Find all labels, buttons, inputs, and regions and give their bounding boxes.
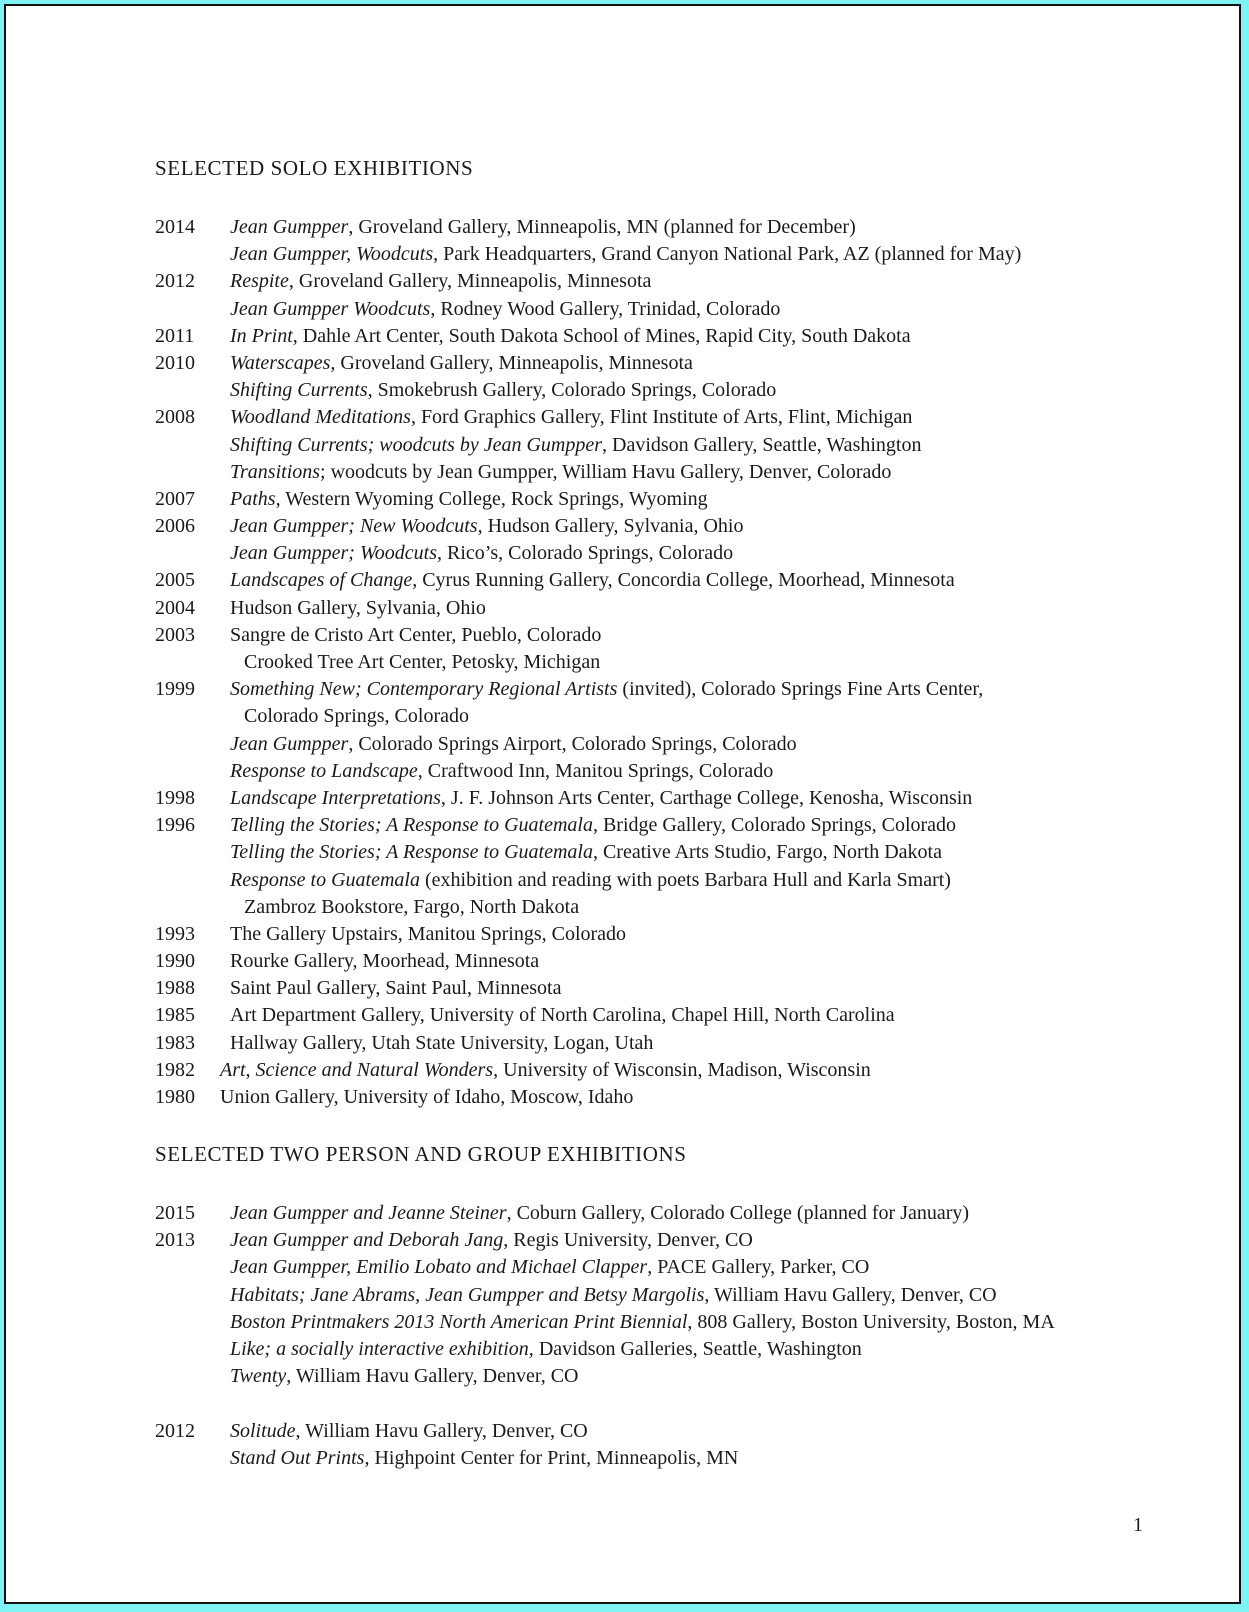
- exhibition-venue: Hallway Gallery, Utah State University, Logan, Utah: [230, 1031, 654, 1054]
- entry-text: [230, 785, 972, 812]
- entry-text: [230, 595, 486, 622]
- exhibition-title: Shifting Currents: [230, 379, 368, 402]
- exhibition-entry: [155, 296, 1239, 323]
- entry-text: [230, 214, 856, 241]
- exhibition-venue: Davidson Galleries, Seattle, Washington: [533, 1337, 862, 1360]
- exhibition-venue: , 808 Gallery, Boston University, Boston, MA: [687, 1310, 1055, 1333]
- exhibition-title: Jean Gumpper: [230, 216, 349, 238]
- exhibition-entry: [155, 649, 1239, 676]
- exhibition-entry: [155, 459, 1239, 486]
- exhibition-list: [155, 1200, 1239, 1472]
- exhibition-entry: [155, 513, 1239, 540]
- exhibition-title: Woodland Meditations: [230, 406, 411, 429]
- exhibition-venue: , Groveland Gallery, Minneapolis, MN (planned for December): [348, 216, 856, 238]
- exhibition-venue: , Bridge Gallery, Colorado Springs, Colorado: [592, 814, 957, 837]
- entry-year: 2003: [155, 623, 195, 646]
- exhibition-title: In Print: [230, 324, 293, 347]
- entry-text: [244, 703, 469, 730]
- exhibition-venue: , Colorado Springs Airport, Colorado Springs, Colorado: [348, 732, 797, 755]
- entry-year: 1980: [155, 1086, 195, 1108]
- exhibition-title: Shifting Currents; woodcuts by Jean Gumpper: [230, 433, 603, 456]
- exhibition-venue: , William Havu Gallery, Denver, CO: [704, 1283, 997, 1306]
- exhibition-title: Jean Gumpper Woodcuts: [230, 297, 431, 320]
- exhibition-title: Boston Printmakers 2013 North American Print Biennial: [230, 1310, 688, 1333]
- entry-text: [230, 758, 773, 785]
- exhibition-title: Something New; Contemporary Regional Artists: [230, 678, 618, 701]
- exhibition-title: Like; a socially interactive exhibition,: [230, 1337, 534, 1360]
- exhibition-title: Waterscapes: [230, 351, 331, 374]
- exhibition-venue: (exhibition and reading with poets Barbara Hull and Karla Smart): [419, 868, 951, 891]
- exhibition-title: Respite: [230, 270, 289, 293]
- exhibition-entry: [155, 921, 1239, 948]
- exhibition-venue: Zambroz Bookstore, Fargo, North Dakota: [244, 895, 580, 918]
- exhibition-title: Stand Out Prints: [230, 1446, 365, 1469]
- entry-year: 2011: [155, 324, 195, 347]
- exhibition-entry: [155, 1002, 1239, 1029]
- entry-text: [230, 1445, 738, 1472]
- entry-year: 1983: [155, 1031, 195, 1054]
- entry-text: [230, 1363, 579, 1390]
- exhibition-entry: [155, 377, 1239, 404]
- exhibition-venue: Union Gallery, University of Idaho, Moscow, Idaho: [220, 1086, 634, 1108]
- exhibition-venue: , Davidson Gallery, Seattle, Washington: [602, 433, 922, 456]
- entry-text: [230, 377, 776, 404]
- exhibition-title: Jean Gumpper, Woodcuts: [230, 243, 434, 266]
- entry-year: 1993: [155, 922, 195, 945]
- exhibition-venue: , Cyrus Running Gallery, Concordia College, Moorhead, Minnesota: [412, 569, 955, 592]
- exhibition-title: Transitions: [230, 460, 321, 483]
- exhibition-entry: [155, 1254, 1239, 1281]
- exhibition-title: Paths: [230, 487, 276, 510]
- entry-year: 2005: [155, 569, 195, 592]
- exhibition-venue: , William Havu Gallery, Denver, CO: [286, 1365, 579, 1388]
- entry-year: 1999: [155, 678, 195, 701]
- entry-text: [230, 350, 693, 377]
- entry-text: [230, 323, 911, 350]
- exhibition-entry: [155, 676, 1239, 703]
- exhibition-venue: (invited), Colorado Springs Fine Arts Center,: [617, 678, 984, 701]
- exhibition-title: Response to Landscape: [230, 759, 418, 782]
- exhibition-title: Solitude: [230, 1419, 296, 1442]
- exhibition-title: Response to Guatemala: [230, 868, 420, 891]
- entry-text: [230, 268, 651, 295]
- group-exhibitions-section: [155, 1140, 1239, 1472]
- exhibition-venue: , Highpoint Center for Print, Minneapolis, MN: [364, 1446, 739, 1469]
- entry-text: [230, 676, 983, 703]
- entry-text: [230, 486, 708, 513]
- entry-year: 2012: [155, 270, 195, 293]
- exhibition-entry: [155, 703, 1239, 730]
- section-heading: SELECTED SOLO EXHIBITIONS: [155, 156, 474, 180]
- entry-text: [230, 513, 743, 540]
- exhibition-venue: , William Havu Gallery, Denver, CO: [295, 1419, 588, 1442]
- exhibition-title: Jean Gumpper and Deborah Jang: [230, 1229, 504, 1252]
- entry-text: [230, 921, 626, 948]
- exhibition-title: Art, Science and Natural Wonders: [220, 1058, 494, 1081]
- entry-year: 2013: [155, 1229, 195, 1252]
- entry-text: [230, 1227, 753, 1254]
- exhibition-title: Habitats; Jane Abrams, Jean Gumpper and Betsy Margolis: [230, 1283, 705, 1306]
- entry-text: [220, 1084, 633, 1111]
- exhibition-entry: [155, 595, 1239, 622]
- exhibition-venue: Saint Paul Gallery, Saint Paul, Minnesota: [230, 977, 562, 1000]
- entry-text: [230, 296, 780, 323]
- exhibition-entry: [155, 1200, 1239, 1227]
- entry-text: [230, 731, 797, 758]
- exhibition-venue: , Craftwood Inn, Manitou Springs, Colorado: [417, 759, 774, 782]
- exhibition-entry: [155, 867, 1239, 894]
- entry-year: 1996: [155, 814, 195, 837]
- exhibition-entry: [155, 1363, 1239, 1390]
- exhibition-title: Jean Gumpper: [230, 732, 349, 755]
- exhibition-entry: [155, 1336, 1239, 1363]
- exhibition-entry: [155, 350, 1239, 377]
- exhibition-entry: [155, 214, 1239, 241]
- entry-text: [230, 432, 921, 459]
- exhibition-entry: [155, 432, 1239, 459]
- entry-year: 1985: [155, 1004, 195, 1027]
- entry-year: 2007: [155, 487, 195, 510]
- exhibition-entry: [155, 785, 1239, 812]
- section-heading: SELECTED TWO PERSON AND GROUP EXHIBITIONS: [155, 1142, 687, 1166]
- entry-text: [230, 1309, 1055, 1336]
- entry-year: 1988: [155, 977, 195, 1000]
- entry-text: [230, 1002, 895, 1029]
- exhibition-entry: [155, 758, 1239, 785]
- exhibition-entry: [155, 948, 1239, 975]
- exhibition-entry: [155, 540, 1239, 567]
- entry-text: [230, 622, 601, 649]
- exhibition-venue: , University of Wisconsin, Madison, Wisconsin: [493, 1058, 871, 1081]
- exhibition-venue: , J. F. Johnson Arts Center, Carthage College, Kenosha, Wisconsin: [440, 786, 973, 809]
- exhibition-venue: ; woodcuts by Jean Gumpper, William Havu Gallery, Denver, Colorado: [320, 460, 892, 483]
- exhibition-venue: , Regis University, Denver, CO: [503, 1229, 753, 1252]
- entry-text: [244, 894, 579, 921]
- exhibition-title: Landscape Interpretations: [230, 786, 441, 809]
- exhibition-title: Telling the Stories; A Response to Guatemala: [230, 814, 593, 837]
- exhibition-entry: [155, 1418, 1239, 1445]
- exhibition-venue: , Dahle Art Center, South Dakota School of Mines, Rapid City, South Dakota: [292, 324, 911, 347]
- exhibition-entry: [155, 1445, 1239, 1472]
- exhibition-venue: Hudson Gallery, Sylvania, Ohio: [230, 596, 486, 619]
- page-number: 1: [1133, 1514, 1143, 1536]
- entry-text: [230, 867, 951, 894]
- exhibition-entry: [155, 1030, 1239, 1057]
- exhibition-title: Jean Gumpper and Jeanne Steiner: [230, 1202, 507, 1224]
- entry-text: [230, 459, 891, 486]
- exhibition-entry: [155, 1084, 1239, 1111]
- entry-text: [230, 948, 539, 975]
- entry-text: [230, 567, 955, 594]
- entry-year: 1982: [155, 1058, 195, 1081]
- entry-year: 2014: [155, 216, 195, 238]
- entry-year: 2012: [155, 1419, 195, 1442]
- entry-text: [230, 1030, 653, 1057]
- exhibition-entry: [155, 1282, 1239, 1309]
- exhibition-title: Twenty: [230, 1365, 287, 1388]
- exhibition-title: Landscapes of Change: [230, 569, 413, 592]
- entry-text: [230, 1336, 862, 1363]
- entry-year: 2004: [155, 596, 195, 619]
- entry-year: 1990: [155, 950, 195, 973]
- entry-text: [230, 241, 1021, 268]
- entry-year: 2015: [155, 1202, 195, 1224]
- exhibition-venue: Crooked Tree Art Center, Petosky, Michigan: [244, 651, 601, 673]
- exhibition-title: Jean Gumpper; Woodcuts: [230, 542, 438, 565]
- exhibition-venue: , Groveland Gallery, Minneapolis, Minnesota: [330, 351, 693, 374]
- entry-year: 2008: [155, 406, 195, 429]
- exhibition-entry: [155, 894, 1239, 921]
- entry-year: 2010: [155, 351, 195, 374]
- exhibition-title: Jean Gumpper; New Woodcuts: [230, 515, 478, 538]
- exhibition-venue: , Western Wyoming College, Rock Springs, Wyoming: [275, 487, 708, 510]
- exhibition-venue: , Coburn Gallery, Colorado College (planned for January): [506, 1202, 970, 1224]
- entry-text: [230, 404, 912, 431]
- entry-text: [244, 649, 600, 676]
- exhibition-venue: , Hudson Gallery, Sylvania, Ohio: [477, 515, 744, 538]
- entry-text: [230, 839, 942, 866]
- exhibition-entry: [155, 975, 1239, 1002]
- exhibition-venue: , Rodney Wood Gallery, Trinidad, Colorado: [430, 297, 781, 320]
- exhibition-entry: [155, 1227, 1239, 1254]
- exhibition-venue: Rourke Gallery, Moorhead, Minnesota: [230, 950, 540, 973]
- exhibition-venue: , Park Headquarters, Grand Canyon National Park, AZ (planned for May): [433, 243, 1022, 266]
- exhibition-entry: [155, 323, 1239, 350]
- entry-text: [230, 975, 561, 1002]
- exhibition-entry: [155, 812, 1239, 839]
- exhibition-entry: [155, 241, 1239, 268]
- exhibition-venue: , Ford Graphics Gallery, Flint Institute of Arts, Flint, Michigan: [410, 406, 913, 429]
- exhibition-entry: [155, 567, 1239, 594]
- exhibition-venue: , Groveland Gallery, Minneapolis, Minnesota: [288, 270, 652, 293]
- entry-text: [220, 1057, 871, 1084]
- exhibition-venue: , Creative Arts Studio, Fargo, North Dakota: [592, 841, 942, 864]
- entry-text: [230, 1254, 869, 1281]
- exhibition-entry: [155, 839, 1239, 866]
- exhibition-list: [155, 214, 1239, 1111]
- entry-year: 1998: [155, 786, 195, 809]
- entry-text: [230, 1200, 969, 1227]
- exhibition-entry: [155, 1309, 1239, 1336]
- exhibition-venue: Art Department Gallery, University of North Carolina, Chapel Hill, North Carolina: [230, 1004, 895, 1027]
- solo-exhibitions-section: [155, 154, 1239, 1111]
- entry-year: 2006: [155, 515, 195, 538]
- exhibition-venue: Sangre de Cristo Art Center, Pueblo, Colorado: [230, 623, 602, 646]
- exhibition-entry: [155, 1057, 1239, 1084]
- exhibition-title: Jean Gumpper, Emilio Lobato and Michael Clapper: [230, 1256, 648, 1279]
- document-page: [4, 4, 1241, 1604]
- exhibition-entry: [155, 268, 1239, 295]
- exhibition-entry: [155, 622, 1239, 649]
- entry-text: [230, 812, 956, 839]
- entry-text: [230, 1418, 588, 1445]
- entry-text: [230, 540, 733, 567]
- exhibition-venue: Colorado Springs, Colorado: [244, 705, 469, 728]
- entry-text: [230, 1282, 997, 1309]
- exhibition-entry: [155, 486, 1239, 513]
- exhibition-entry: [155, 731, 1239, 758]
- exhibition-venue: , Rico’s, Colorado Springs, Colorado: [437, 542, 734, 565]
- exhibition-venue: The Gallery Upstairs, Manitou Springs, Colorado: [230, 922, 627, 945]
- exhibition-title: Telling the Stories; A Response to Guatemala: [230, 841, 593, 864]
- exhibition-venue: , PACE Gallery, Parker, CO: [647, 1256, 870, 1279]
- exhibition-entry: [155, 404, 1239, 431]
- exhibition-venue: , Smokebrush Gallery, Colorado Springs, Colorado: [367, 379, 777, 402]
